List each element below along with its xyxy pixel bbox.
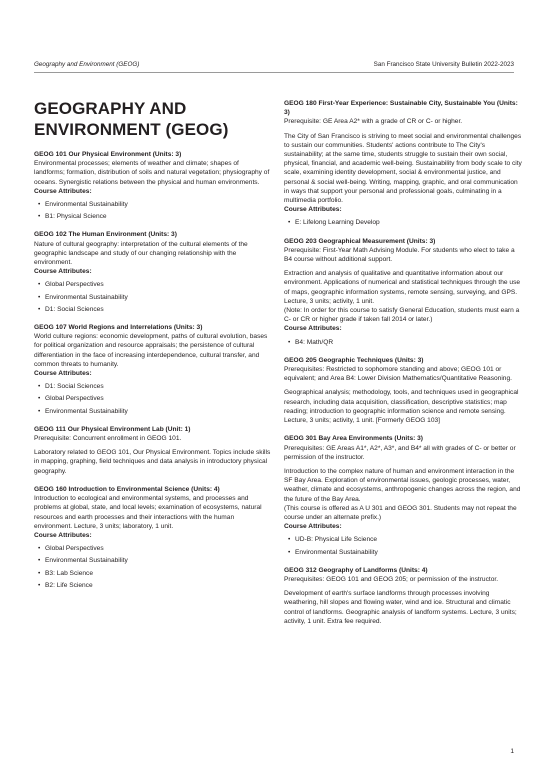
course-prerequisite: Prerequisites: GEOG 101 and GEOG 205; or permission of the instructor.: [284, 575, 499, 583]
course-prerequisite: Prerequisite: First-Year Math Advising Module. For students who elect to take a B4 course without additional support.: [284, 246, 515, 264]
course-attribute: • Environmental Sustainability: [38, 407, 271, 416]
course-attributes-list: [34, 280, 271, 314]
course-attributes-list: [34, 200, 271, 221]
course-attribute: • B4: Math/QR: [288, 338, 524, 347]
course-entry: [284, 356, 524, 425]
course-attributes-list: [284, 535, 524, 556]
course-attribute: • B3: Lab Science: [38, 569, 271, 578]
course-attribute: • D1: Social Sciences: [38, 305, 271, 314]
course-entry: [284, 237, 524, 347]
course-attributes-list: [34, 382, 271, 416]
course-attributes-label: Course Attributes:: [34, 268, 92, 276]
course-title: GEOG 312 Geography of Landforms (Units: 4): [284, 566, 428, 574]
course-description: The City of San Francisco is striving to meet social and environmental challenges to sustain our communities. Students' actions contribute to The City's sustainability; at the same time, students struggle to sustain their own social, physical, financial, and academic well-being. Sustainability from body scale to city scale, examining identity development, social & environmental justice, and personal & social well-being. Writing, mapping, graphic, and oral communication in ways that support your personal and professional goals, culminating in a multimedia portfolio.: [284, 132, 522, 205]
course-attributes-list: [284, 338, 524, 347]
course-note: (Note: In order for this course to satisfy General Education, students must earn a C- or CR or higher grade if taken fall 2014 or later.): [284, 307, 520, 324]
course-description: Development of earth's surface landforms through processes involving weathering, hill slopes and flowing water, wind and ice. Structural and climatic control of landforms. Geographic analysis of landform systems. Lecture, 3 units; activity, 1 unit. Extra fee required.: [284, 590, 517, 625]
course-description: Environmental processes; elements of weather and climate; shapes of landforms; formation, distribution of soils and natural vegetation; physiography of oceans. Synergistic relations between the physical and human environments.: [34, 160, 270, 186]
header-divider: [34, 72, 514, 73]
course-list-left: [34, 150, 271, 590]
course-title: GEOG 301 Bay Area Environments (Units: 3): [284, 435, 423, 443]
course-prerequisite: Prerequisites: GE Areas A1*, A2*, A3*, and B4* all with grades of C- or better or permission of the instructor.: [284, 444, 516, 461]
course-title: GEOG 160 Introduction to Environmental Science (Units: 4): [34, 485, 220, 493]
right-column: [284, 99, 524, 635]
course-title: GEOG 180 First-Year Experience: Sustainable City, Sustainable You (Units: 3): [284, 100, 518, 117]
course-attribute: • B1: Physical Science: [38, 212, 271, 221]
course-attribute: • Global Perspectives: [38, 394, 271, 403]
course-description: Nature of cultural geography: interpretation of the cultural elements of the geographic landscape and study of our changing relationship with the environment.: [34, 240, 248, 267]
course-attribute: • Environmental Sustainability: [38, 293, 271, 302]
course-entry: [284, 99, 524, 228]
running-header-right: San Francisco State University Bulletin 2022-2023: [373, 61, 514, 68]
course-attributes-list: [284, 218, 524, 227]
course-title: GEOG 111 Our Physical Environment Lab (Unit: 1): [34, 425, 191, 433]
course-attributes-label: Course Attributes:: [284, 206, 342, 214]
course-attribute: • Environmental Sustainability: [38, 200, 271, 209]
course-attribute: • Environmental Sustainability: [288, 548, 524, 557]
course-title: GEOG 203 Geographical Measurement (Units: 3): [284, 237, 436, 245]
course-attributes-label: Course Attributes:: [34, 531, 92, 539]
course-title: GEOG 102 The Human Environment (Units: 3): [34, 231, 177, 239]
course-note: (This course is offered as A U 301 and GEOG 301. Students may not repeat the course under an alternate prefix.): [284, 504, 517, 521]
course-prerequisite: Prerequisite: Concurrent enrollment in GEOG 101.: [34, 435, 182, 443]
course-description: Introduction to ecological and environmental systems, and processes and problems at global, state, and local levels; examination of ecosystems, natural resources and earth processes and their interactions with the human environment. Lecture, 3 units; laboratory, 1 unit.: [34, 495, 262, 530]
course-entry: [34, 230, 271, 314]
course-entry: [34, 425, 271, 476]
course-attribute: • Global Perspectives: [38, 544, 271, 553]
course-attributes-label: Course Attributes:: [284, 523, 342, 531]
course-description: Introduction to the complex nature of human and environment interaction in the SF Bay Area. Exploration of environmental issues, geologic processes, water, weather, climate and ecosystems, anthropogenic changes across the region, and the future of the Bay Area.: [284, 467, 521, 503]
course-entry: [34, 150, 271, 221]
course-attribute: • B2: Life Science: [38, 581, 271, 590]
course-prerequisite: Prerequisites: Restricted to sophomore standing and above; GEOG 101 or equivalent; and Area B4: Lower Division Mathematics/Quantitative Reasoning.: [284, 366, 512, 383]
course-list-right: [284, 99, 524, 626]
course-entry: [284, 434, 524, 556]
course-description: Geographical analysis; methodology, tools, and techniques used in geographical research, including data acquisition, classification, descriptive statistics; map reading; introduction to geographic information science and remote sensing. Lecture, 3 units; activity, 1 unit. [Formerly GEOG 103]: [284, 389, 519, 425]
course-attribute: • D1: Social Sciences: [38, 382, 271, 391]
left-column: [34, 98, 271, 599]
course-description: Extraction and analysis of qualitative and quantitative information about our environment. Applications of numerical and statistical techniques through the use of maps, geographic information systems, remote sensing, surveying, and GPS. Lecture, 3 units; activity, 1 unit.: [284, 270, 521, 305]
course-attribute: • E: Lifelong Learning Develop: [288, 218, 524, 227]
page-number: 1: [510, 748, 514, 755]
course-attributes-label: Course Attributes:: [284, 325, 342, 333]
course-description: World culture regions: economic development, paths of cultural evolution, bases for political organization and resource appraisals; the persistence of cultural differentiation in the face of increasing interdependence, cultural transfer, and common threats to humanity.: [34, 333, 268, 368]
course-entry: [284, 566, 524, 626]
course-title: GEOG 101 Our Physical Environment (Units: 3): [34, 151, 182, 158]
course-prerequisite: Prerequisite: GE Area A2* with a grade of CR or C- or higher.: [284, 118, 463, 126]
course-attribute: • Environmental Sustainability: [38, 556, 271, 565]
course-title: GEOG 205 Geographic Techniques (Units: 3): [284, 356, 424, 364]
course-attribute: • Global Perspectives: [38, 280, 271, 289]
page-title: GEOGRAPHY AND ENVIRONMENT (GEOG): [34, 99, 229, 139]
course-attributes-list: [34, 544, 271, 590]
course-attributes-label: Course Attributes:: [34, 370, 92, 378]
course-entry: [34, 485, 271, 590]
course-entry: [34, 323, 271, 416]
course-attribute: • UD-B: Physical Life Science: [288, 535, 524, 544]
course-attributes-label: Course Attributes:: [34, 187, 92, 195]
course-description: Laboratory related to GEOG 101, Our Physical Environment. Topics include skills in mapping, graphing, field techniques and data analysis in introductory physical geography.: [34, 449, 271, 475]
running-header-left: Geography and Environment (GEOG): [34, 61, 140, 68]
course-title: GEOG 107 World Regions and Interrelations (Units: 3): [34, 324, 203, 332]
